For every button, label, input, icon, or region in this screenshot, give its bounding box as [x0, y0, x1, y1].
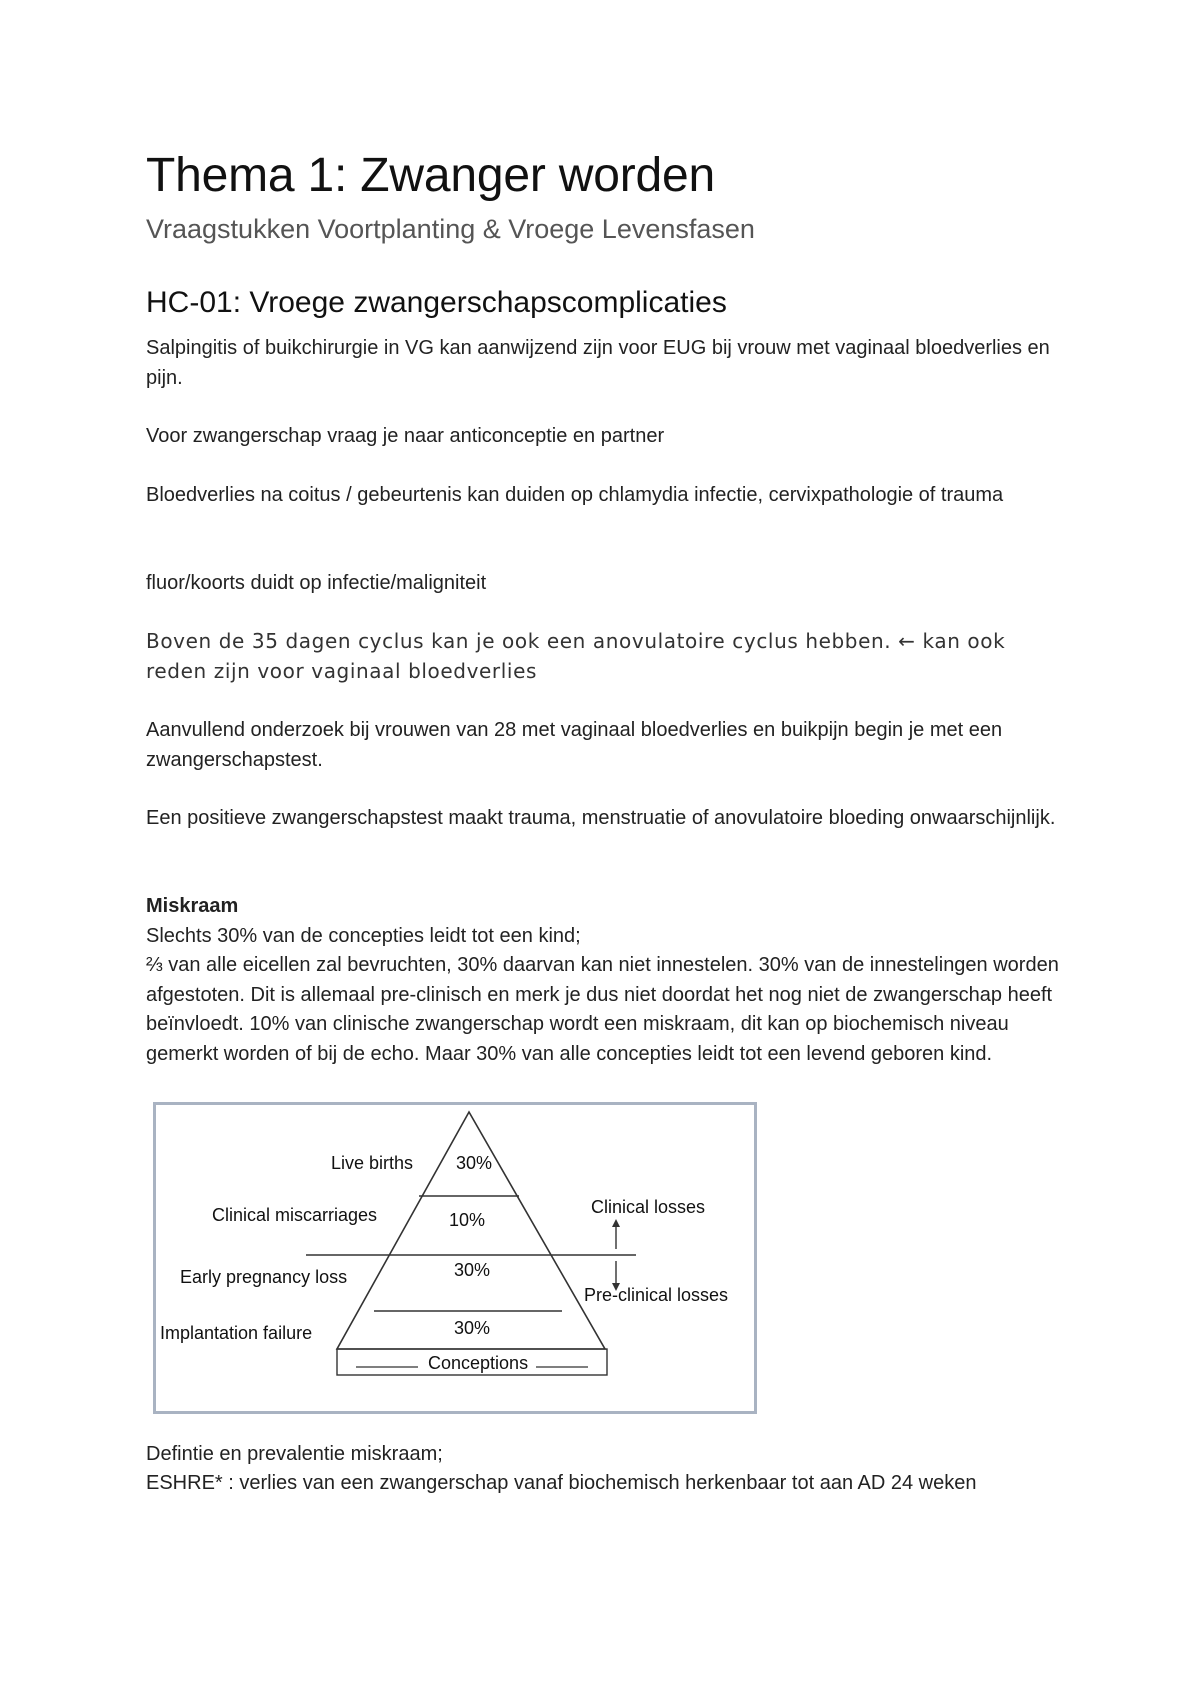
definition-line-2: ESHRE* : verlies van een zwangerschap vanaf biochemisch herkenbaar tot aan AD 24 weken [146, 1472, 977, 1494]
paragraph-salpingitis: Salpingitis of buikchirurgie in VG kan aanwijzend zijn voor EUG bij vrouw met vaginaal bloedverlies en pijn. [146, 337, 1050, 389]
value-implantation-failure: 30% [454, 1318, 491, 1338]
value-early-pregnancy-loss: 30% [454, 1260, 491, 1280]
value-clinical-miscarriages: 10% [449, 1210, 486, 1230]
miskraam-heading: Miskraam [146, 895, 239, 917]
value-live-births: 30% [456, 1153, 493, 1173]
paragraph-aanvullend: Aanvullend onderzoek bij vrouwen van 28 met vaginaal bloedverlies en buikpijn begin je met een zwangerschapstest. [146, 719, 1003, 771]
document-subtitle: Vraagstukken Voortplanting & Vroege Levensfasen [146, 214, 755, 244]
label-live-births: Live births [331, 1153, 414, 1173]
pyramid-outline [337, 1112, 605, 1349]
label-conceptions: Conceptions [428, 1353, 529, 1373]
paragraph-cyclus: Boven de 35 dagen cyclus kan je ook een anovulatoire cyclus hebben. ← kan ook reden zijn voor vaginaal bloedverlies [146, 629, 1006, 683]
arrow-up-head-icon [612, 1219, 620, 1227]
label-implantation-failure: Implantation failure [160, 1323, 313, 1343]
pyramid-diagram [156, 1105, 754, 1411]
label-early-pregnancy-loss: Early pregnancy loss [180, 1267, 348, 1287]
label-clinical-losses: Clinical losses [591, 1197, 706, 1217]
paragraph-fluor: fluor/koorts duidt op infectie/maligniteit [146, 572, 487, 594]
paragraph-positieve-test: Een positieve zwangerschapstest maakt trauma, menstruatie of anovulatoire bloeding onwaarschijnlijk. [146, 807, 1056, 829]
miskraam-line-2: ⅔ van alle eicellen zal bevruchten, 30% daarvan kan niet innestelen. 30% van de innestelingen worden afgestoten. Dit is allemaal pre-clinisch en merk je dus niet doordat het nog niet de zwangerschap heeft beïnvloedt. 10% van clinische zwangerschap wordt een miskraam, dit kan op biochemisch niveau gemerkt worden of bij de echo. Maar 30% van alle concepties leidt tot een levend geboren kind. [146, 954, 1059, 1065]
definition-line-1: Defintie en prevalentie miskraam; [146, 1443, 443, 1465]
label-clinical-miscarriages: Clinical miscarriages [212, 1205, 378, 1225]
paragraph-anticonceptie: Voor zwangerschap vraag je naar anticonceptie en partner [146, 425, 665, 447]
paragraph-bloedverlies: Bloedverlies na coitus / gebeurtenis kan duiden op chlamydia infectie, cervixpathologie of trauma [146, 484, 1004, 506]
section-heading: HC-01: Vroege zwangerschapscomplicaties [146, 286, 727, 319]
document-title: Thema 1: Zwanger worden [146, 149, 716, 202]
pregnancy-loss-pyramid-figure [153, 1102, 757, 1414]
label-preclinical-losses: Pre-clinical losses [584, 1285, 729, 1305]
miskraam-line-1: Slechts 30% van de concepties leidt tot een kind; [146, 925, 581, 947]
